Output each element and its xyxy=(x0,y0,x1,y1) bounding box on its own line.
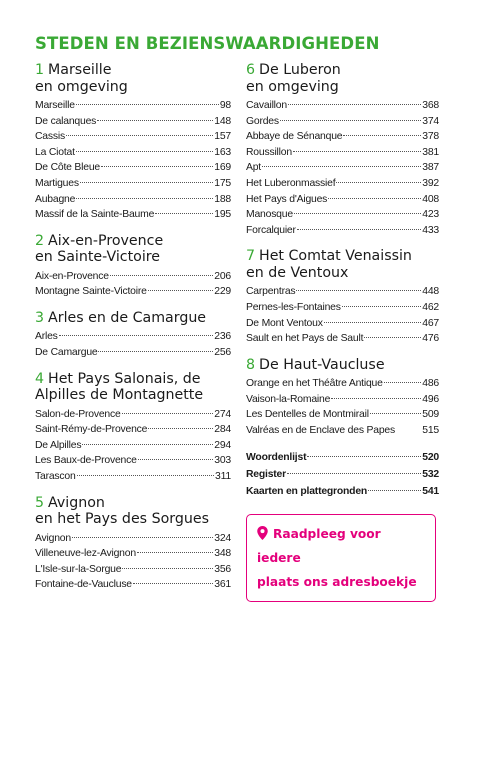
toc-entry[interactable] xyxy=(35,176,231,192)
entry-page-number: 311 xyxy=(215,471,231,482)
toc-entry[interactable] xyxy=(35,192,231,208)
toc-entry[interactable] xyxy=(246,192,439,208)
section-heading xyxy=(246,357,439,374)
toc-entry[interactable] xyxy=(35,329,231,345)
entry-name: Villeneuve-lez-Avignon xyxy=(35,548,136,560)
section-number: 1 xyxy=(35,62,45,78)
entry-page-number: 387 xyxy=(422,162,439,174)
entry-page-number: 515 xyxy=(422,425,439,436)
section-heading xyxy=(35,310,231,327)
address-book-callout xyxy=(246,514,436,602)
section-title: Aix-en-Provence xyxy=(48,232,164,249)
dot-leader xyxy=(294,213,421,214)
section-title-line-2: en omgeving xyxy=(246,78,339,95)
entry-name: Apt xyxy=(246,162,261,174)
entry-page-number: 423 xyxy=(422,209,439,221)
entry-name: Sault en het Pays de Sault xyxy=(246,333,364,345)
dot-leader xyxy=(133,583,213,584)
section-title-line-2: en omgeving xyxy=(35,78,128,95)
entry-name: Montagne Sainte-Victoire xyxy=(35,286,147,298)
section-title: Marseille xyxy=(48,62,112,78)
entry-name: Cassis xyxy=(35,131,65,143)
section-title-line-2: en Sainte-Victoire xyxy=(35,249,161,266)
dot-leader xyxy=(155,213,213,214)
toc-entry[interactable] xyxy=(35,407,231,423)
section-title-line-1 xyxy=(35,495,231,512)
entry-page-number: 175 xyxy=(214,177,231,189)
entry-page-number: 256 xyxy=(214,347,231,359)
dot-leader xyxy=(66,135,213,136)
extra-entry[interactable] xyxy=(246,449,439,466)
dot-leader xyxy=(343,135,421,136)
entry-name: Les Dentelles de Montmirail xyxy=(246,409,369,421)
toc-section xyxy=(35,233,231,300)
entry-name: Roussillon xyxy=(246,146,292,158)
toc-entry[interactable] xyxy=(35,160,231,176)
entry-name: Valréas en de Enclave des Papes xyxy=(246,425,395,436)
toc-entry[interactable] xyxy=(246,223,439,239)
toc-entry[interactable] xyxy=(246,423,439,439)
toc-entry[interactable] xyxy=(246,129,439,145)
entry-name: Het Luberonmassief xyxy=(246,177,336,189)
toc-entry[interactable] xyxy=(35,269,231,285)
entry-page-number: 348 xyxy=(214,548,231,560)
dot-leader xyxy=(76,104,219,105)
dot-leader xyxy=(370,413,421,414)
section-title-line-1 xyxy=(246,62,439,79)
toc-entry[interactable] xyxy=(35,284,231,300)
section-number: 5 xyxy=(35,494,45,511)
entry-page-number: 541 xyxy=(422,485,439,497)
section-heading xyxy=(35,495,231,528)
section-number: 4 xyxy=(35,370,45,387)
toc-entry[interactable] xyxy=(35,145,231,161)
dot-leader xyxy=(307,456,421,457)
entry-name: Woordenlijst xyxy=(246,451,307,463)
entry-name: De Camargue xyxy=(35,347,98,359)
entry-page-number: 496 xyxy=(422,393,439,405)
entry-page-number: 356 xyxy=(214,563,231,575)
entry-name: Fontaine-de-Vaucluse xyxy=(35,579,132,591)
toc-entry[interactable] xyxy=(35,562,231,578)
toc-entry[interactable] xyxy=(35,531,231,547)
dot-leader xyxy=(59,335,214,336)
entry-page-number: 188 xyxy=(214,193,231,205)
toc-entry[interactable] xyxy=(246,331,439,347)
section-number: 8 xyxy=(246,356,256,373)
toc-entry[interactable] xyxy=(246,316,439,332)
section-title-line-2: Alpilles de Montagnette xyxy=(35,387,204,404)
toc-section xyxy=(246,357,439,439)
entry-page-number: 274 xyxy=(214,408,231,420)
entry-name: Carpentras xyxy=(246,286,296,298)
entry-name: Pernes-les-Fontaines xyxy=(246,301,341,313)
toc-entry[interactable] xyxy=(35,453,231,469)
toc-entry[interactable] xyxy=(246,392,439,408)
entry-name: Salon-de-Provence xyxy=(35,408,121,420)
entry-page-number: 98 xyxy=(219,100,231,111)
entry-page-number: 284 xyxy=(214,424,231,436)
dot-leader xyxy=(287,473,421,474)
entry-page-number: 294 xyxy=(214,439,231,451)
entry-page-number: 392 xyxy=(422,177,439,189)
dot-leader xyxy=(82,444,213,445)
section-number: 2 xyxy=(35,232,45,249)
entry-name: La Ciotat xyxy=(35,146,75,158)
entry-page-number: 408 xyxy=(422,193,439,205)
toc-entry[interactable] xyxy=(246,407,439,423)
dot-leader xyxy=(293,151,421,152)
entry-name: Marseille xyxy=(35,100,75,111)
entry-page-number: 509 xyxy=(422,409,439,421)
extra-entry[interactable] xyxy=(246,466,439,483)
dot-leader xyxy=(384,382,422,383)
dot-leader xyxy=(342,306,421,307)
extra-entry[interactable] xyxy=(246,483,439,500)
section-title-line-1 xyxy=(35,62,231,79)
section-title-line-1 xyxy=(35,310,231,327)
section-number: 6 xyxy=(246,62,256,78)
dot-leader xyxy=(80,182,213,183)
section-title-line-2: en de Ventoux xyxy=(246,264,349,281)
entry-page-number: 462 xyxy=(422,301,439,313)
dot-leader xyxy=(296,290,421,291)
toc-entry[interactable] xyxy=(35,114,231,130)
entry-page-number: 229 xyxy=(214,286,231,298)
entry-page-number: 195 xyxy=(214,209,231,221)
toc-entry[interactable] xyxy=(35,438,231,454)
section-number: 7 xyxy=(246,248,256,265)
entry-page-number: 486 xyxy=(422,378,439,390)
toc-entry[interactable] xyxy=(35,207,231,223)
page-title: STEDEN EN BEZIENSWAARDIGHEDEN xyxy=(35,34,380,53)
toc-section xyxy=(246,62,439,238)
entry-page-number: 163 xyxy=(214,146,231,158)
entry-name: Martigues xyxy=(35,177,79,189)
dot-leader xyxy=(137,552,213,553)
callout-line-2: plaats ons adresboekje xyxy=(257,574,417,589)
entry-name: Cavaillon xyxy=(246,100,287,111)
dot-leader xyxy=(328,198,421,199)
entry-name: Aix-en-Provence xyxy=(35,270,109,282)
entry-page-number: 303 xyxy=(214,455,231,467)
callout-line-1: Raadpleeg voor iedere xyxy=(257,526,381,565)
dot-leader xyxy=(324,322,422,323)
dot-leader xyxy=(77,475,214,476)
entry-name: Het Pays d'Aigues xyxy=(246,193,328,205)
dot-leader xyxy=(72,537,213,538)
toc-entry[interactable] xyxy=(246,300,439,316)
section-title-line-1 xyxy=(35,371,231,388)
dot-leader xyxy=(122,568,213,569)
entry-page-number: 169 xyxy=(214,162,231,174)
toc-section xyxy=(246,248,439,346)
entry-page-number: 368 xyxy=(422,100,439,111)
entry-name: Abbaye de Sénanque xyxy=(246,131,343,143)
entry-page-number: 206 xyxy=(214,270,231,282)
dot-leader xyxy=(148,290,214,291)
dot-leader xyxy=(288,104,421,105)
section-heading xyxy=(35,62,231,95)
entry-name: Kaarten en plattegronden xyxy=(246,485,368,497)
dot-leader xyxy=(336,182,421,183)
dot-leader xyxy=(262,166,421,167)
dot-leader xyxy=(297,229,421,230)
section-title-line-1 xyxy=(246,248,439,265)
entry-page-number: 467 xyxy=(422,317,439,329)
section-title: De Haut-Vaucluse xyxy=(259,356,385,373)
entry-name: Manosque xyxy=(246,209,293,221)
section-heading xyxy=(246,248,439,281)
entry-name: De Alpilles xyxy=(35,439,82,451)
dot-leader xyxy=(148,428,213,429)
section-heading xyxy=(35,371,231,404)
toc-entry[interactable] xyxy=(246,284,439,300)
dot-leader xyxy=(98,351,213,352)
entry-name: Tarascon xyxy=(35,471,76,482)
toc-column-right xyxy=(246,62,439,602)
entry-name: Saint-Rémy-de-Provence xyxy=(35,424,148,436)
entry-page-number: 374 xyxy=(422,115,439,127)
toc-entry[interactable] xyxy=(35,577,231,593)
entry-page-number: 148 xyxy=(214,115,231,127)
toc-entry[interactable] xyxy=(35,422,231,438)
section-title: Het Pays Salonais, de xyxy=(48,370,201,387)
section-title: De Luberon xyxy=(259,62,341,78)
toc-entry[interactable] xyxy=(246,176,439,192)
toc-section xyxy=(35,371,231,485)
extras-list xyxy=(246,449,439,500)
dot-leader xyxy=(97,120,213,121)
toc-section xyxy=(35,495,231,593)
section-title: Het Comtat Venaissin xyxy=(259,248,412,265)
entry-page-number: 448 xyxy=(422,286,439,298)
entry-name: Arles xyxy=(35,331,58,343)
entry-name: Massif de la Sainte-Baume xyxy=(35,209,155,221)
section-heading xyxy=(35,233,231,266)
section-heading xyxy=(246,62,439,95)
dot-leader xyxy=(138,459,214,460)
entry-name: Gordes xyxy=(246,115,279,127)
entry-page-number: 361 xyxy=(214,579,231,591)
toc-entry[interactable] xyxy=(246,160,439,176)
dot-leader xyxy=(122,413,214,414)
entry-page-number: 236 xyxy=(214,331,231,343)
toc-entry[interactable] xyxy=(35,345,231,361)
section-number: 3 xyxy=(35,309,45,326)
entry-page-number: 324 xyxy=(214,532,231,544)
entry-name: Les Baux-de-Provence xyxy=(35,455,137,467)
toc-entry[interactable] xyxy=(246,145,439,161)
entry-name: Vaison-la-Romaine xyxy=(246,393,331,405)
entry-name: Aubagne xyxy=(35,193,76,205)
dot-leader xyxy=(368,490,421,491)
toc-entry[interactable] xyxy=(35,546,231,562)
dot-leader xyxy=(110,275,213,276)
entry-page-number: 157 xyxy=(214,131,231,143)
entry-page-number: 433 xyxy=(422,224,439,236)
entry-page-number: 381 xyxy=(422,146,439,158)
toc-section xyxy=(35,310,231,361)
dot-leader xyxy=(280,120,421,121)
entry-page-number: 476 xyxy=(422,333,439,345)
section-title-line-1 xyxy=(246,357,439,374)
entry-name: L'Isle-sur-la-Sorgue xyxy=(35,563,122,575)
section-title: Arles en de Camargue xyxy=(48,309,207,326)
toc-column-left xyxy=(35,62,231,603)
toc-entry[interactable] xyxy=(246,98,439,114)
dot-leader xyxy=(76,151,213,152)
section-title-line-2: en het Pays des Sorgues xyxy=(35,511,209,528)
toc-entry[interactable] xyxy=(246,114,439,130)
map-pin-icon xyxy=(257,526,268,540)
entry-name: De Côte Bleue xyxy=(35,162,100,174)
dot-leader xyxy=(101,166,213,167)
toc-entry[interactable] xyxy=(35,98,231,114)
section-title: Avignon xyxy=(48,494,105,511)
dot-leader xyxy=(76,198,213,199)
dot-leader xyxy=(364,337,421,338)
entry-page-number: 378 xyxy=(422,131,439,143)
entry-name: De Mont Ventoux xyxy=(246,317,323,329)
entry-name: Avignon xyxy=(35,532,71,544)
entry-name: Orange en het Théâtre Antique xyxy=(246,378,383,390)
entry-name: Register xyxy=(246,468,286,480)
entry-page-number: 532 xyxy=(422,468,439,480)
dot-leader xyxy=(331,398,421,399)
entry-name: Forcalquier xyxy=(246,224,296,236)
section-title-line-1 xyxy=(35,233,231,250)
entry-page-number: 520 xyxy=(422,451,439,463)
toc-entry[interactable] xyxy=(35,469,231,485)
toc-entry[interactable] xyxy=(246,376,439,392)
toc-entry[interactable] xyxy=(246,207,439,223)
toc-entry[interactable] xyxy=(35,129,231,145)
toc-section xyxy=(35,62,231,223)
entry-name: De calanques xyxy=(35,115,97,127)
